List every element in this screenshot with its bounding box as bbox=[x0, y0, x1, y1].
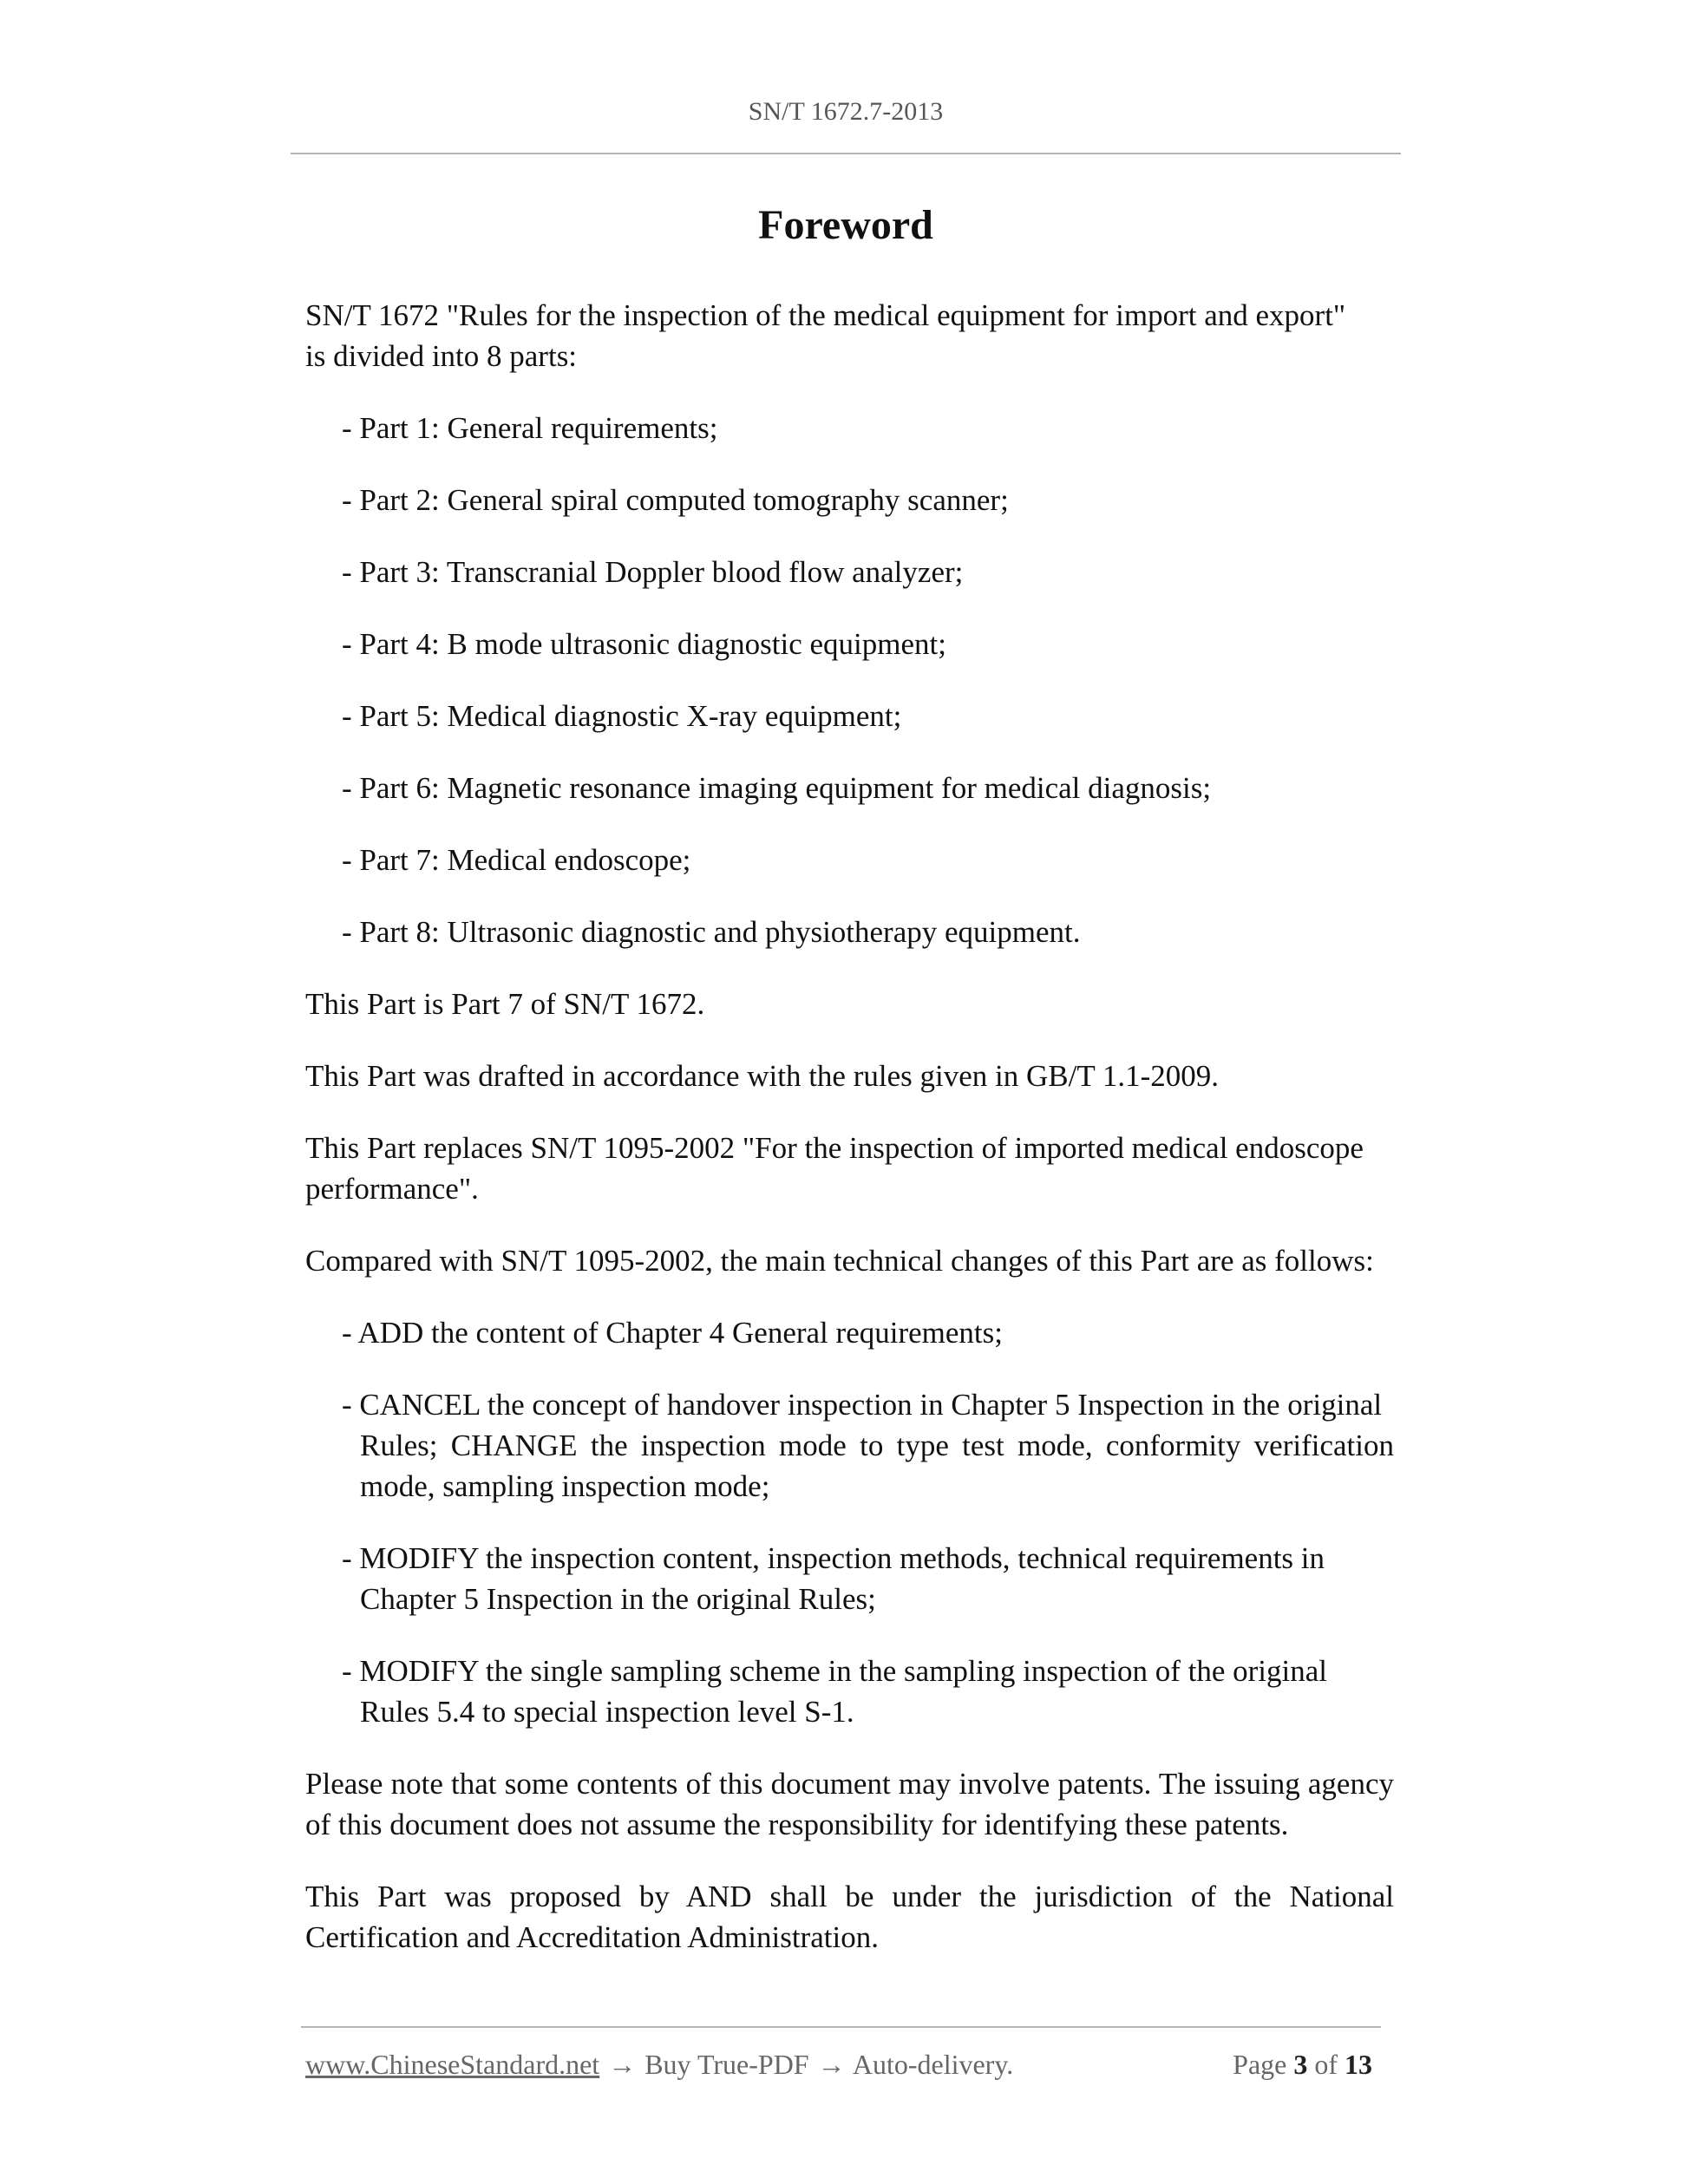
header-divider bbox=[291, 153, 1401, 154]
intro-line-2: is divided into 8 parts: bbox=[305, 339, 578, 373]
change-continuation: Rules; CHANGE the inspection mode to type test mode, conformity verification mode, sampling inspection mode; bbox=[360, 1429, 1394, 1503]
change-first-line: - MODIFY the single sampling scheme in the sampling inspection of the original bbox=[342, 1654, 1328, 1688]
foreword-body bbox=[305, 295, 1394, 1989]
replaces-line-2: performance". bbox=[305, 1172, 479, 1206]
intro-line-1: SN/T 1672 "Rules for the inspection of the medical equipment for import and export" bbox=[305, 298, 1346, 332]
page-label: Page bbox=[1233, 2049, 1287, 2080]
changes-list-item bbox=[342, 1538, 1394, 1619]
parts-list-item: - Part 4: B mode ultrasonic diagnostic equipment; bbox=[342, 627, 946, 661]
parts-list-item: - Part 5: Medical diagnostic X-ray equipment; bbox=[342, 699, 902, 733]
page-title: Foreword bbox=[758, 202, 933, 248]
this-part-paragraph: This Part is Part 7 of SN/T 1672. bbox=[305, 987, 705, 1021]
arrow-right-icon: → bbox=[608, 2049, 637, 2080]
running-header: SN/T 1672.7-2013 bbox=[748, 97, 944, 126]
drafted-paragraph: This Part was drafted in accordance with the rules given in GB/T 1.1-2009. bbox=[305, 1059, 1219, 1093]
parts-list-item: - Part 7: Medical endoscope; bbox=[342, 843, 691, 877]
page-number bbox=[1233, 2049, 1372, 2081]
change-first-line: - MODIFY the inspection content, inspection methods, technical requirements in bbox=[342, 1541, 1325, 1575]
compared-paragraph: Compared with SN/T 1095-2002, the main technical changes of this Part are as follows: bbox=[305, 1244, 1374, 1278]
site-link[interactable]: www.ChineseStandard.net bbox=[305, 2049, 600, 2080]
footer-divider bbox=[301, 2026, 1381, 2028]
parts-list-item: - Part 1: General requirements; bbox=[342, 411, 718, 445]
patents-paragraph: Please note that some contents of this document may involve patents. The issuing agency of this document does not assume the responsibility for identifying these patents. bbox=[305, 1767, 1394, 1841]
changes-list-item bbox=[342, 1651, 1394, 1732]
replaces-paragraph bbox=[305, 1128, 1394, 1209]
parts-list-item: - Part 3: Transcranial Doppler blood flow analyzer; bbox=[342, 555, 964, 589]
auto-delivery-text: Auto-delivery. bbox=[852, 2049, 1014, 2080]
page-total: 13 bbox=[1345, 2049, 1372, 2080]
changes-list-item: - ADD the content of Chapter 4 General requirements; bbox=[342, 1316, 1003, 1350]
parts-list-item: - Part 6: Magnetic resonance imaging equipment for medical diagnosis; bbox=[342, 771, 1212, 805]
intro-paragraph bbox=[305, 295, 1394, 376]
footer-promo bbox=[305, 2049, 1013, 2081]
replaces-line-1: This Part replaces SN/T 1095-2002 "For the inspection of imported medical endoscope bbox=[305, 1131, 1364, 1165]
changes-list-item bbox=[342, 1384, 1394, 1507]
proposed-paragraph: This Part was proposed by AND shall be under the jurisdiction of the National Certification and Accreditation Administration. bbox=[305, 1880, 1394, 1954]
parts-list-item: - Part 2: General spiral computed tomography scanner; bbox=[342, 483, 1009, 517]
page-current: 3 bbox=[1293, 2049, 1308, 2080]
arrow-right-icon: → bbox=[817, 2049, 846, 2080]
of-label: of bbox=[1314, 2049, 1338, 2080]
parts-list-item: - Part 8: Ultrasonic diagnostic and physiotherapy equipment. bbox=[342, 915, 1081, 949]
change-continuation: Rules 5.4 to special inspection level S-1. bbox=[360, 1695, 854, 1729]
change-first-line: - CANCEL the concept of handover inspection in Chapter 5 Inspection in the original bbox=[342, 1388, 1383, 1422]
buy-pdf-text: Buy True-PDF bbox=[644, 2049, 809, 2080]
change-continuation: Chapter 5 Inspection in the original Rules; bbox=[360, 1582, 876, 1616]
